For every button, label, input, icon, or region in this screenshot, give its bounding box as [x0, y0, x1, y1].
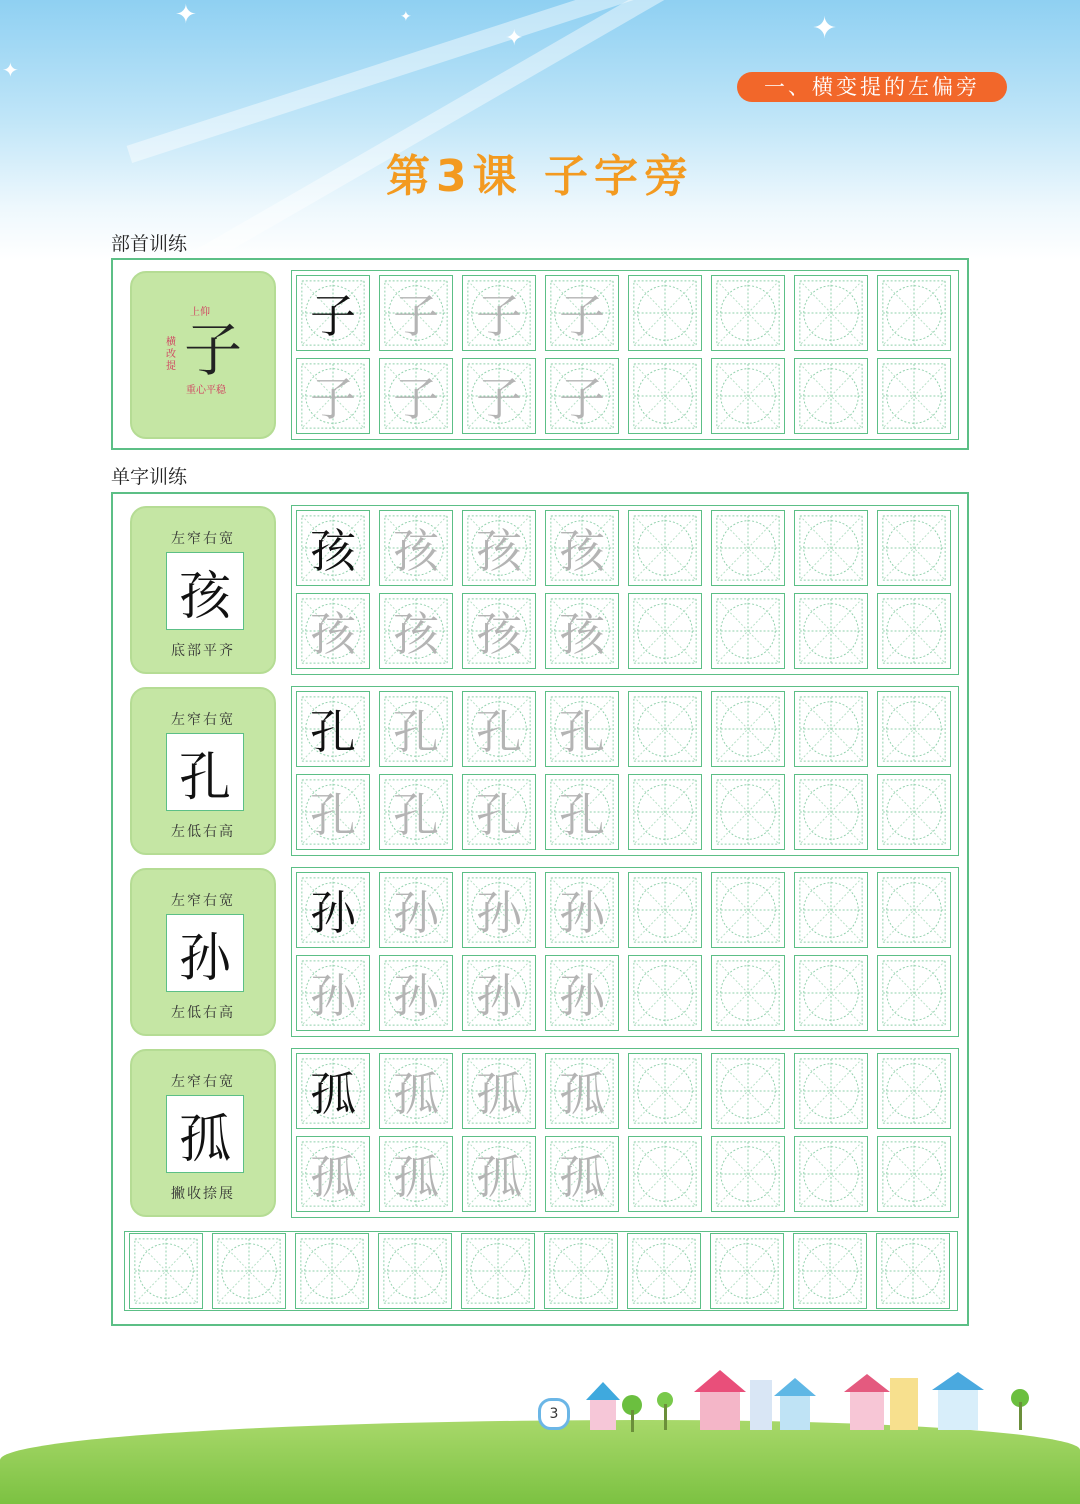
practice-cell[interactable]	[794, 774, 868, 850]
practice-cell[interactable]	[877, 510, 951, 586]
practice-cell[interactable]	[379, 510, 453, 586]
practice-cell[interactable]	[794, 510, 868, 586]
practice-cell[interactable]	[295, 1233, 369, 1309]
practice-cell[interactable]	[545, 593, 619, 669]
practice-cell[interactable]	[461, 1233, 535, 1309]
lesson-title: 第3课 子字旁	[386, 151, 694, 202]
trace-character: 孩	[559, 607, 605, 661]
practice-cell[interactable]	[628, 691, 702, 767]
practice-cell[interactable]	[379, 1053, 453, 1129]
char-practice-grid-1	[291, 686, 959, 856]
practice-cell[interactable]	[628, 510, 702, 586]
char-panel	[111, 492, 969, 1326]
practice-cell[interactable]	[711, 774, 785, 850]
page-number: 3	[538, 1398, 570, 1430]
trace-character: 子	[310, 372, 356, 426]
char-model-box	[166, 552, 244, 630]
practice-cell[interactable]	[462, 275, 536, 351]
model-character: 孔	[310, 705, 356, 759]
practice-cell[interactable]	[794, 691, 868, 767]
sparkle-icon: ✦	[400, 9, 412, 25]
practice-cell[interactable]	[296, 774, 370, 850]
village-illustration	[560, 1360, 1060, 1440]
trace-character: 孩	[393, 607, 439, 661]
practice-cell[interactable]	[794, 1136, 868, 1212]
char-model-glyph: 孩	[178, 566, 231, 627]
practice-cell[interactable]	[794, 872, 868, 948]
char-practice-grid-2	[291, 867, 959, 1037]
practice-cell[interactable]	[628, 358, 702, 434]
sparkle-icon: ✦	[2, 58, 19, 82]
char-model-box	[166, 733, 244, 811]
practice-cell[interactable]	[379, 774, 453, 850]
practice-cell[interactable]	[545, 872, 619, 948]
practice-cell[interactable]	[711, 275, 785, 351]
trace-character: 孙	[476, 886, 522, 940]
practice-cell[interactable]	[296, 955, 370, 1031]
practice-cell[interactable]	[711, 955, 785, 1031]
tip-top: 左窄右宽	[171, 1074, 235, 1090]
practice-cell[interactable]	[379, 955, 453, 1031]
practice-cell[interactable]	[877, 691, 951, 767]
char-section-label: 单字训练	[111, 466, 188, 488]
trace-character: 孤	[559, 1067, 605, 1121]
radical-glyph: 子	[184, 316, 243, 384]
practice-cell[interactable]	[378, 1233, 452, 1309]
trace-character: 孩	[393, 524, 439, 578]
trace-character: 孤	[393, 1067, 439, 1121]
trace-character: 子	[476, 289, 522, 343]
practice-cell[interactable]	[296, 510, 370, 586]
sparkle-icon: ✦	[812, 11, 838, 46]
practice-cell[interactable]	[711, 691, 785, 767]
practice-cell[interactable]	[877, 1053, 951, 1129]
trace-character: 孙	[310, 969, 356, 1023]
trace-character: 孔	[393, 705, 439, 759]
practice-cell[interactable]	[545, 774, 619, 850]
trace-character: 孙	[559, 886, 605, 940]
tip-top: 左窄右宽	[171, 893, 235, 909]
char-card-3	[130, 1049, 276, 1217]
radical-card	[130, 271, 276, 439]
practice-cell[interactable]	[379, 358, 453, 434]
trace-character: 子	[393, 289, 439, 343]
practice-cell[interactable]	[711, 358, 785, 434]
trace-character: 子	[559, 372, 605, 426]
practice-cell[interactable]	[379, 872, 453, 948]
practice-cell[interactable]	[794, 593, 868, 669]
practice-cell[interactable]	[628, 955, 702, 1031]
char-model-box	[166, 914, 244, 992]
practice-cell[interactable]	[462, 872, 536, 948]
practice-cell[interactable]	[794, 275, 868, 351]
model-character: 孙	[310, 886, 356, 940]
practice-cell[interactable]	[462, 593, 536, 669]
practice-cell[interactable]	[877, 593, 951, 669]
note-left: 横改提	[166, 337, 176, 372]
char-model-glyph: 孤	[178, 1109, 231, 1170]
practice-cell[interactable]	[545, 510, 619, 586]
trace-character: 孤	[310, 1150, 356, 1204]
trace-character: 孙	[393, 969, 439, 1023]
char-practice-grid-0	[291, 505, 959, 675]
practice-cell[interactable]	[462, 955, 536, 1031]
practice-cell[interactable]	[711, 872, 785, 948]
practice-cell[interactable]	[628, 275, 702, 351]
practice-cell[interactable]	[794, 955, 868, 1031]
practice-cell[interactable]	[877, 872, 951, 948]
trace-character: 孩	[476, 607, 522, 661]
practice-cell[interactable]	[711, 1136, 785, 1212]
practice-cell[interactable]	[296, 872, 370, 948]
practice-cell[interactable]	[628, 593, 702, 669]
practice-cell[interactable]	[794, 358, 868, 434]
practice-cell[interactable]	[379, 1136, 453, 1212]
trace-character: 孔	[559, 705, 605, 759]
practice-cell[interactable]	[296, 358, 370, 434]
practice-cell[interactable]	[711, 593, 785, 669]
trace-character: 孤	[476, 1150, 522, 1204]
trace-character: 孙	[393, 886, 439, 940]
practice-cell[interactable]	[129, 1233, 203, 1309]
trace-character: 孩	[310, 607, 356, 661]
sparkle-icon: ✦	[505, 26, 524, 51]
practice-cell[interactable]	[711, 1053, 785, 1129]
practice-cell[interactable]	[379, 691, 453, 767]
trace-character: 孙	[476, 969, 522, 1023]
tip-bottom: 底部平齐	[171, 643, 235, 659]
practice-cell[interactable]	[545, 1136, 619, 1212]
practice-cell[interactable]	[628, 774, 702, 850]
practice-cell[interactable]	[462, 358, 536, 434]
sky-background	[0, 0, 1080, 260]
tip-bottom: 左低右高	[171, 1005, 235, 1021]
practice-cell[interactable]	[628, 872, 702, 948]
trace-character: 孤	[559, 1150, 605, 1204]
practice-cell[interactable]	[212, 1233, 286, 1309]
trace-character: 孔	[476, 788, 522, 842]
char-model-box	[166, 1095, 244, 1173]
trace-character: 子	[393, 372, 439, 426]
practice-cell[interactable]	[462, 774, 536, 850]
trace-character: 子	[559, 289, 605, 343]
practice-cell[interactable]	[628, 1053, 702, 1129]
radical-practice-grid	[291, 270, 959, 440]
sparkle-icon: ✦	[175, 0, 197, 30]
trace-character: 孤	[476, 1067, 522, 1121]
practice-cell[interactable]	[628, 1136, 702, 1212]
practice-cell[interactable]	[793, 1233, 867, 1309]
practice-cell[interactable]	[462, 691, 536, 767]
practice-cell[interactable]	[545, 955, 619, 1031]
model-character: 孩	[310, 524, 356, 578]
tip-bottom: 左低右高	[171, 824, 235, 840]
practice-cell[interactable]	[296, 593, 370, 669]
char-model-glyph: 孙	[178, 928, 231, 989]
practice-cell[interactable]	[544, 1233, 618, 1309]
practice-cell[interactable]	[462, 1136, 536, 1212]
practice-cell[interactable]	[877, 275, 951, 351]
char-card-1	[130, 687, 276, 855]
char-card-0	[130, 506, 276, 674]
char-model-glyph: 孔	[178, 747, 231, 808]
chapter-tag: 一、横变提的左偏旁	[737, 72, 1007, 102]
radical-panel	[111, 258, 969, 450]
trace-character: 孔	[393, 788, 439, 842]
practice-cell[interactable]	[877, 955, 951, 1031]
tip-bottom: 撇收捺展	[171, 1186, 235, 1202]
practice-cell[interactable]	[296, 691, 370, 767]
trace-character: 孩	[559, 524, 605, 578]
note-bottom: 重心平稳	[186, 385, 226, 396]
note-top: 上仰	[190, 307, 210, 318]
tip-top: 左窄右宽	[171, 712, 235, 728]
practice-cell[interactable]	[877, 774, 951, 850]
trace-character: 子	[476, 372, 522, 426]
practice-cell[interactable]	[296, 1136, 370, 1212]
practice-cell[interactable]	[794, 1053, 868, 1129]
trace-character: 孔	[310, 788, 356, 842]
char-card-2	[130, 868, 276, 1036]
practice-cell[interactable]	[545, 275, 619, 351]
practice-cell[interactable]	[545, 691, 619, 767]
trace-character: 孙	[559, 969, 605, 1023]
tip-top: 左窄右宽	[171, 531, 235, 547]
char-practice-grid-3	[291, 1048, 959, 1218]
practice-cell[interactable]	[462, 1053, 536, 1129]
practice-cell[interactable]	[545, 358, 619, 434]
radical-section-label: 部首训练	[111, 233, 188, 255]
trace-character: 孩	[476, 524, 522, 578]
model-character: 孤	[310, 1067, 356, 1121]
practice-cell[interactable]	[462, 510, 536, 586]
practice-cell[interactable]	[379, 275, 453, 351]
trace-character: 孤	[393, 1150, 439, 1204]
practice-cell[interactable]	[379, 593, 453, 669]
practice-cell[interactable]	[296, 1053, 370, 1129]
model-character: 子	[310, 289, 356, 343]
trace-character: 孔	[476, 705, 522, 759]
practice-cell[interactable]	[296, 275, 370, 351]
trace-character: 孔	[559, 788, 605, 842]
practice-cell[interactable]	[876, 1233, 950, 1309]
practice-cell[interactable]	[877, 358, 951, 434]
blank-practice-row	[124, 1231, 958, 1311]
practice-cell[interactable]	[545, 1053, 619, 1129]
practice-cell[interactable]	[711, 510, 785, 586]
practice-cell[interactable]	[627, 1233, 701, 1309]
practice-cell[interactable]	[877, 1136, 951, 1212]
practice-cell[interactable]	[710, 1233, 784, 1309]
